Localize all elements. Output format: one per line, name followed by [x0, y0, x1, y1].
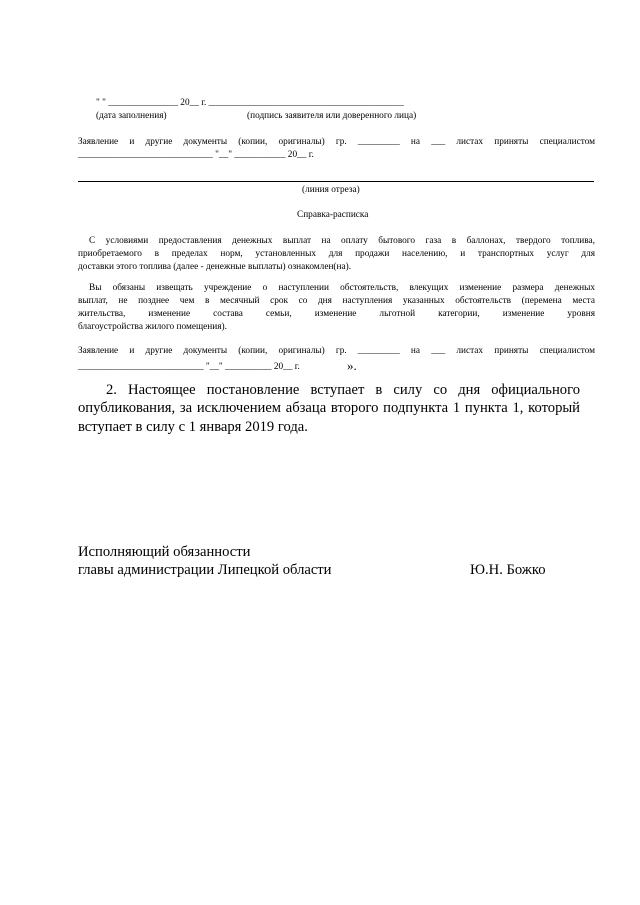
spravka-para1-line3: доставки этого топлива (далее - денежные выплаты) ознакомлен(на). — [78, 262, 352, 272]
signatory-name: Ю.Н. Божко — [470, 562, 546, 578]
closing-quote: ». — [347, 358, 357, 373]
spravka-title: Справка-расписка — [297, 210, 369, 220]
clause2-line1: 2. Настоящее постановление вступает в силу со дня официального — [106, 382, 580, 398]
spravka-receipt-line2: ___________________________ "__" __________ 20__ г. — [78, 362, 300, 372]
spravka-receipt-line1: Заявление и другие документы (копии, оригиналы) гр. _________ на ___ листах приняты специалистом — [78, 346, 595, 356]
cut-line-caption: (линия отреза) — [302, 185, 360, 195]
receipt-top-line2: _____________________________ "__" ___________ 20__ г. — [78, 150, 314, 160]
spravka-para1-line2: приобретаемого в пределах норм, установленных для продажи населению, и транспортных услуг для — [78, 249, 595, 259]
spravka-para2-line4: благоустройства жилого помещения). — [78, 322, 227, 332]
signature-caption: (подпись заявителя или доверенного лица) — [247, 111, 417, 121]
clause2-line3: вступает в силу с 1 января 2019 года. — [78, 419, 308, 435]
date-caption: (дата заполнения) — [96, 111, 167, 121]
receipt-top-line1: Заявление и другие документы (копии, оригиналы) гр. _________ на ___ листах приняты специалистом — [78, 137, 595, 147]
spravka-para1-line1: С условиями предоставления денежных выплат на оплату бытового газа в баллонах, твердого топлива, — [89, 236, 595, 246]
clause2-line2: опубликования, за исключением абзаца второго подпункта 1 пункта 1, который — [78, 400, 580, 416]
spravka-para2-line3: жительства, изменение состава семьи, изменение льготной категории, изменение уровня — [78, 309, 595, 319]
spravka-para2-line1: Вы обязаны извещать учреждение о наступлении обстоятельств, влекущих изменение размера денежных — [89, 283, 595, 293]
date-signature-line: " " _______________ 20__ г. __________________________________________ — [96, 98, 404, 108]
spravka-para2-line2: выплат, не позднее чем в месячный срок со дня наступления указанных обстоятельств (перемена места — [78, 296, 595, 306]
signatory-position-line1: Исполняющий обязанности — [78, 544, 251, 560]
cut-line — [78, 181, 594, 182]
signatory-position-line2: главы администрации Липецкой области — [78, 562, 332, 578]
